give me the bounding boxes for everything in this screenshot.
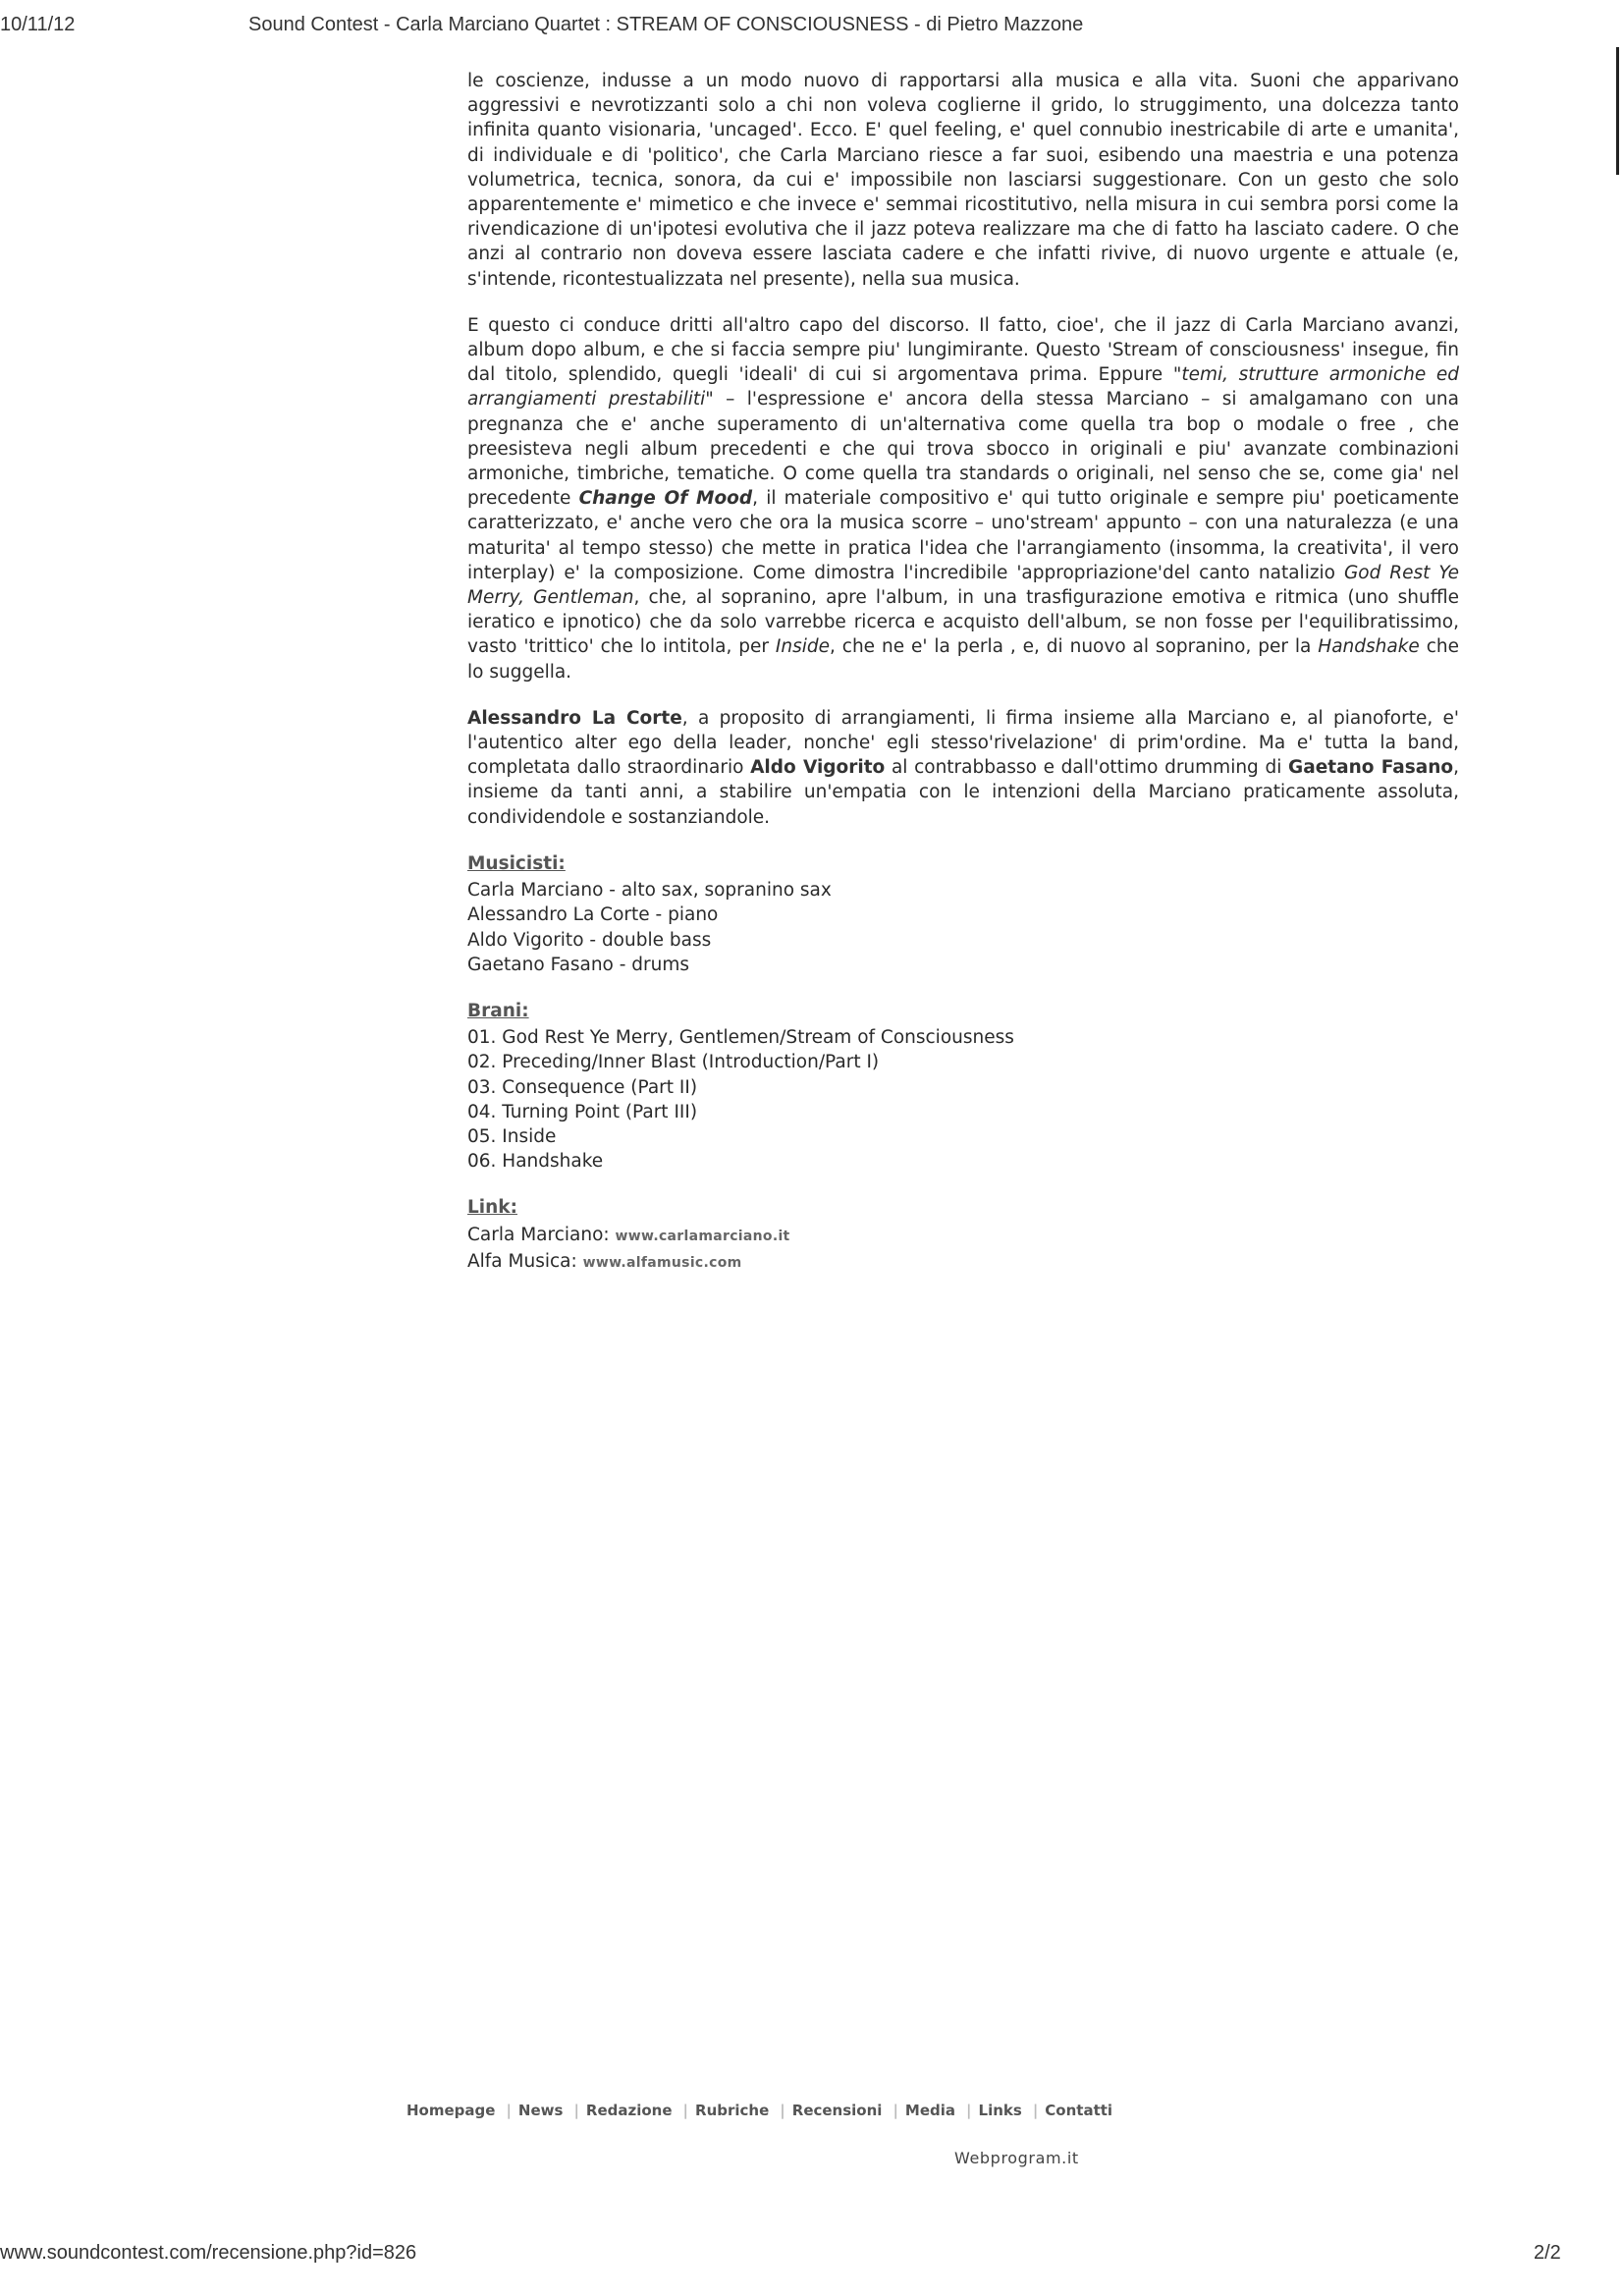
track-title-inside: Inside [775, 636, 830, 658]
list-item: 04. Turning Point (Part III) [467, 1101, 698, 1122]
musicians-list [467, 878, 1459, 977]
print-page-number: 2/2 [1534, 2242, 1561, 2264]
musician-name-fasano: Gaetano Fasano [1288, 757, 1454, 779]
musicians-section [467, 851, 1459, 977]
article-paragraph-2 [467, 313, 1459, 684]
p2-text-f: che lo suggella. [467, 636, 1459, 683]
carla-marciano-link[interactable]: www.carlamarciano.it [615, 1228, 790, 1244]
nav-separator: | [893, 2102, 898, 2119]
nav-redazione[interactable]: Redazione [585, 2102, 673, 2119]
p2-text-e: , che ne e' la perla , e, di nuovo al sopranino, per la [830, 636, 1319, 658]
p2-text-c: , il materiale compositivo e' qui tutto originale e sempre piu' poeticamente caratterizzato, e' anche vero che ora la musica scorre – uno'stream' appunto – con una naturalezza (e una maturita' al tempo stesso) che mette in pratica l'idea che l'arrangiamento (insomma, la creativita', il vero interplay) e' la composizione. Come dimostra l'incredibile 'appropriazione'del canto natalizio [467, 488, 1460, 583]
link-label: Carla Marciano: [467, 1224, 610, 1245]
carol-title: God Rest Ye Merry, Gentleman [467, 562, 1459, 609]
list-item: 03. Consequence (Part II) [467, 1076, 698, 1098]
list-item: Alessandro La Corte - piano [467, 904, 719, 926]
musician-name-vigorito: Aldo Vigorito [750, 757, 886, 779]
footer-nav [406, 2102, 1116, 2119]
nav-homepage[interactable]: Homepage [406, 2102, 496, 2119]
artist-quote: "temi, strutture armoniche ed arrangiamenti prestabiliti" [467, 364, 1459, 410]
list-item: 06. Handshake [467, 1151, 604, 1173]
alfa-musica-link[interactable]: www.alfamusic.com [582, 1254, 742, 1271]
link-label: Alfa Musica: [467, 1250, 577, 1272]
nav-media[interactable]: Media [904, 2102, 956, 2119]
nav-separator: | [573, 2102, 579, 2119]
tracklist [467, 1025, 1459, 1174]
links-section [467, 1195, 1459, 1276]
article-paragraph-1: le coscienze, indusse a un modo nuovo di rapportarsi alla musica e alla vita. Suoni che apparivano aggressivi e nevrotizzanti solo a chi non voleva coglierne il grido, lo struggimento, una dolcezza tanto infinita quanto visionaria, 'uncaged'. Ecco. E' quel feeling, e' quel connubio inestricabile di arte e umanita', di individuale e di 'politico', che Carla Marciano riesce a far suoi, esibendo una maestria e una potenza volumetrica, tecnica, sonora, da cui e' impossibile non lasciarsi suggestionare. Con un gesto che solo apparentemente e' mimetico e che invece e' semmai ricostitutivo, nella misura in cui sembra porsi come la rivendicazione di un'ipotesi evolutiva che il jazz poteva realizzare ma che di fatto ha lasciato cadere. O che anzi al contrario non doveva essere lasciata cadere e che infatti rivive, di nuovo urgente e attuale (e, s'intende, ricontestualizzata nel presente), nella sua musica. [467, 71, 1459, 290]
nav-recensioni[interactable]: Recensioni [791, 2102, 883, 2119]
nav-separator: | [682, 2102, 689, 2119]
article-body [467, 69, 1459, 1276]
p3-text-a: , a proposito di arrangiamenti, li firma insieme alla Marciano e, al pianoforte, e' l'autentico alter ego della leader, nonche' egli stesso'rivelazione' di prim'ordine. Ma e' tutta la band, completata dallo straordinario [467, 707, 1459, 779]
nav-separator: | [966, 2102, 972, 2119]
webprogram-credit-link[interactable]: Webprogram.it [954, 2149, 1079, 2167]
nav-separator: | [1032, 2102, 1039, 2119]
article-paragraph-3 [467, 706, 1459, 830]
link-row-alfa [467, 1249, 1459, 1276]
print-page-title: Sound Contest - Carla Marciano Quartet : STREAM OF CONSCIOUSNESS - di Pietro Mazzone [248, 14, 1084, 35]
nav-links[interactable]: Links [978, 2102, 1022, 2119]
links-heading: Link: [467, 1197, 518, 1219]
print-url: www.soundcontest.com/recensione.php?id=826 [0, 2242, 417, 2264]
list-item: Carla Marciano - alto sax, sopranino sax [467, 880, 832, 902]
link-row-carla [467, 1223, 1459, 1249]
album-title-change-of-mood: Change Of Mood [578, 488, 753, 510]
list-item: 02. Preceding/Inner Blast (Introduction/Part I) [467, 1052, 880, 1073]
nav-news[interactable]: News [517, 2102, 564, 2119]
list-item: Gaetano Fasano - drums [467, 954, 690, 975]
list-item: Aldo Vigorito - double bass [467, 929, 712, 951]
musicians-heading: Musicisti: [467, 852, 566, 874]
nav-separator: | [780, 2102, 785, 2119]
nav-contatti[interactable]: Contatti [1045, 2102, 1113, 2119]
list-item: 01. God Rest Ye Merry, Gentlemen/Stream of Consciousness [467, 1027, 1014, 1049]
p3-text-c: , insieme da tanti anni, a stabilire un'empatia con le intenzioni della Marciano praticamente assoluta, condividendole e sostanziandole. [467, 757, 1459, 828]
tracklist-section [467, 999, 1459, 1174]
p2-text-d: , che, al sopranino, apre l'album, in una trasfigurazione emotiva e ritmica (uno shuffle ieratico e ipnotico) che da solo varrebbe ricerca e acquisto dell'album, se non fosse per l'equilibratissimo, vasto 'trittico' che lo intitola, per [467, 587, 1460, 658]
nav-separator: | [506, 2102, 512, 2119]
nav-rubriche[interactable]: Rubriche [695, 2102, 770, 2119]
tracklist-heading: Brani: [467, 1000, 529, 1021]
scan-edge-mark [1616, 47, 1619, 175]
p2-text-a: E questo ci conduce dritti all'altro capo del discorso. Il fatto, cioe', che il jazz di Carla Marciano avanzi, album dopo album, e che si faccia sempre piu' lungimirante. Questo 'Stream of consciousness' insegue, fin dal titolo, splendido, quegli 'ideali' di cui si argomentava prima. Eppure [467, 314, 1459, 386]
p3-text-b: al contrabbasso e dall'ottimo drumming di [885, 757, 1289, 779]
track-title-handshake: Handshake [1318, 636, 1420, 658]
musician-name-la-corte: Alessandro La Corte [467, 707, 682, 729]
p2-text-b: – l'espressione e' ancora della stessa Marciano – si amalgamano con una pregnanza che e' anche superamento di un'alternativa come quella tra bop o modale o free , che preesisteva negli album precedenti e che qui trova sbocco in originali e piu' avanzate combinazioni armoniche, timbriche, tematiche. O come quella tra standards o originali, nel senso che se, come gia' nel precedente [467, 389, 1459, 510]
list-item: 05. Inside [467, 1125, 557, 1147]
print-date: 10/11/12 [0, 14, 76, 35]
